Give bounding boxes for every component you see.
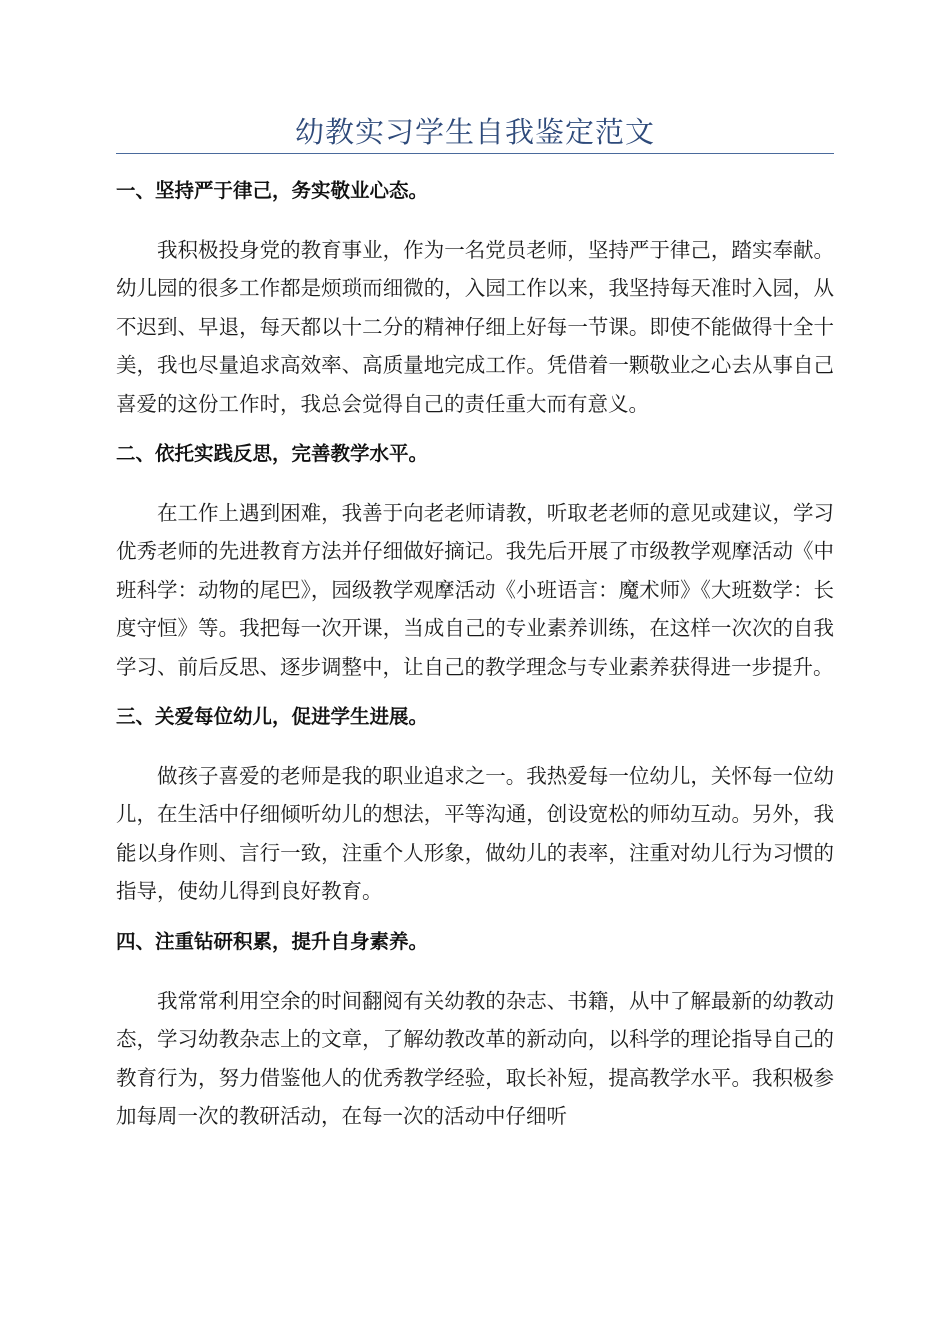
section-3 <box>116 698 834 911</box>
document-page <box>116 0 834 1344</box>
document-title: 幼教实习学生自我鉴定范文 <box>294 115 655 149</box>
section-paragraph: 我积极投身党的教育事业，作为一名党员老师，坚持严于律己，踏实奉献。幼儿园的很多工作都是烦琐而细微的，入园工作以来，我坚持每天准时入园，从不迟到、早退，每天都以十二分的精神仔细上好每一节课。即使不能做得十全十美，我也尽量追求高效率、高质量地完成工作。凭借着一颗敬业之心去从事自己喜爱的这份工作时，我总会觉得自己的责任重大而有意义。 <box>116 238 834 416</box>
document-body <box>116 172 834 1147</box>
section-paragraph: 做孩子喜爱的老师是我的职业追求之一。我热爱每一位幼儿，关怀每一位幼儿，在生活中仔细倾听幼儿的想法，平等沟通，创设宽松的师幼互动。另外，我能以身作则、言行一致，注重个人形象，做幼儿的表率，注重对幼儿行为习惯的指导，使幼儿得到良好教育。 <box>116 764 834 904</box>
section-heading: 四、注重钻研积累，提升自身素养。 <box>116 929 429 953</box>
section-heading: 二、依托实践反思，完善教学水平。 <box>116 442 429 466</box>
section-paragraph: 在工作上遇到困难，我善于向老老师请教，听取老老师的意见或建议，学习优秀老师的先进教育方法并仔细做好摘记。我先后开展了市级教学观摩活动《中班科学：动物的尾巴》，园级教学观摩活动《小班语言：魔术师》《大班数学：长度守恒》等。我把每一次开课，当成自己的专业素养训练，在这样一次次的自我学习、前后反思、逐步调整中，让自己的教学理念与专业素养获得进一步提升。 <box>116 501 834 679</box>
section-2 <box>116 435 834 686</box>
section-heading: 三、关爱每位幼儿，促进学生进展。 <box>116 705 429 729</box>
title-underline <box>116 153 834 154</box>
section-paragraph: 我常常利用空余的时间翻阅有关幼教的杂志、书籍，从中了解最新的幼教动态，学习幼教杂志上的文章，了解幼教改革的新动向，以科学的理论指导自己的教育行为，努力借鉴他人的优秀教学经验，取长补短，提高教学水平。我积极参加每周一次的教研活动，在每一次的活动中仔细听 <box>116 988 834 1128</box>
section-1 <box>116 172 834 423</box>
section-heading: 一、坚持严于律己，务实敬业心态。 <box>116 179 429 202</box>
section-4 <box>116 923 834 1136</box>
